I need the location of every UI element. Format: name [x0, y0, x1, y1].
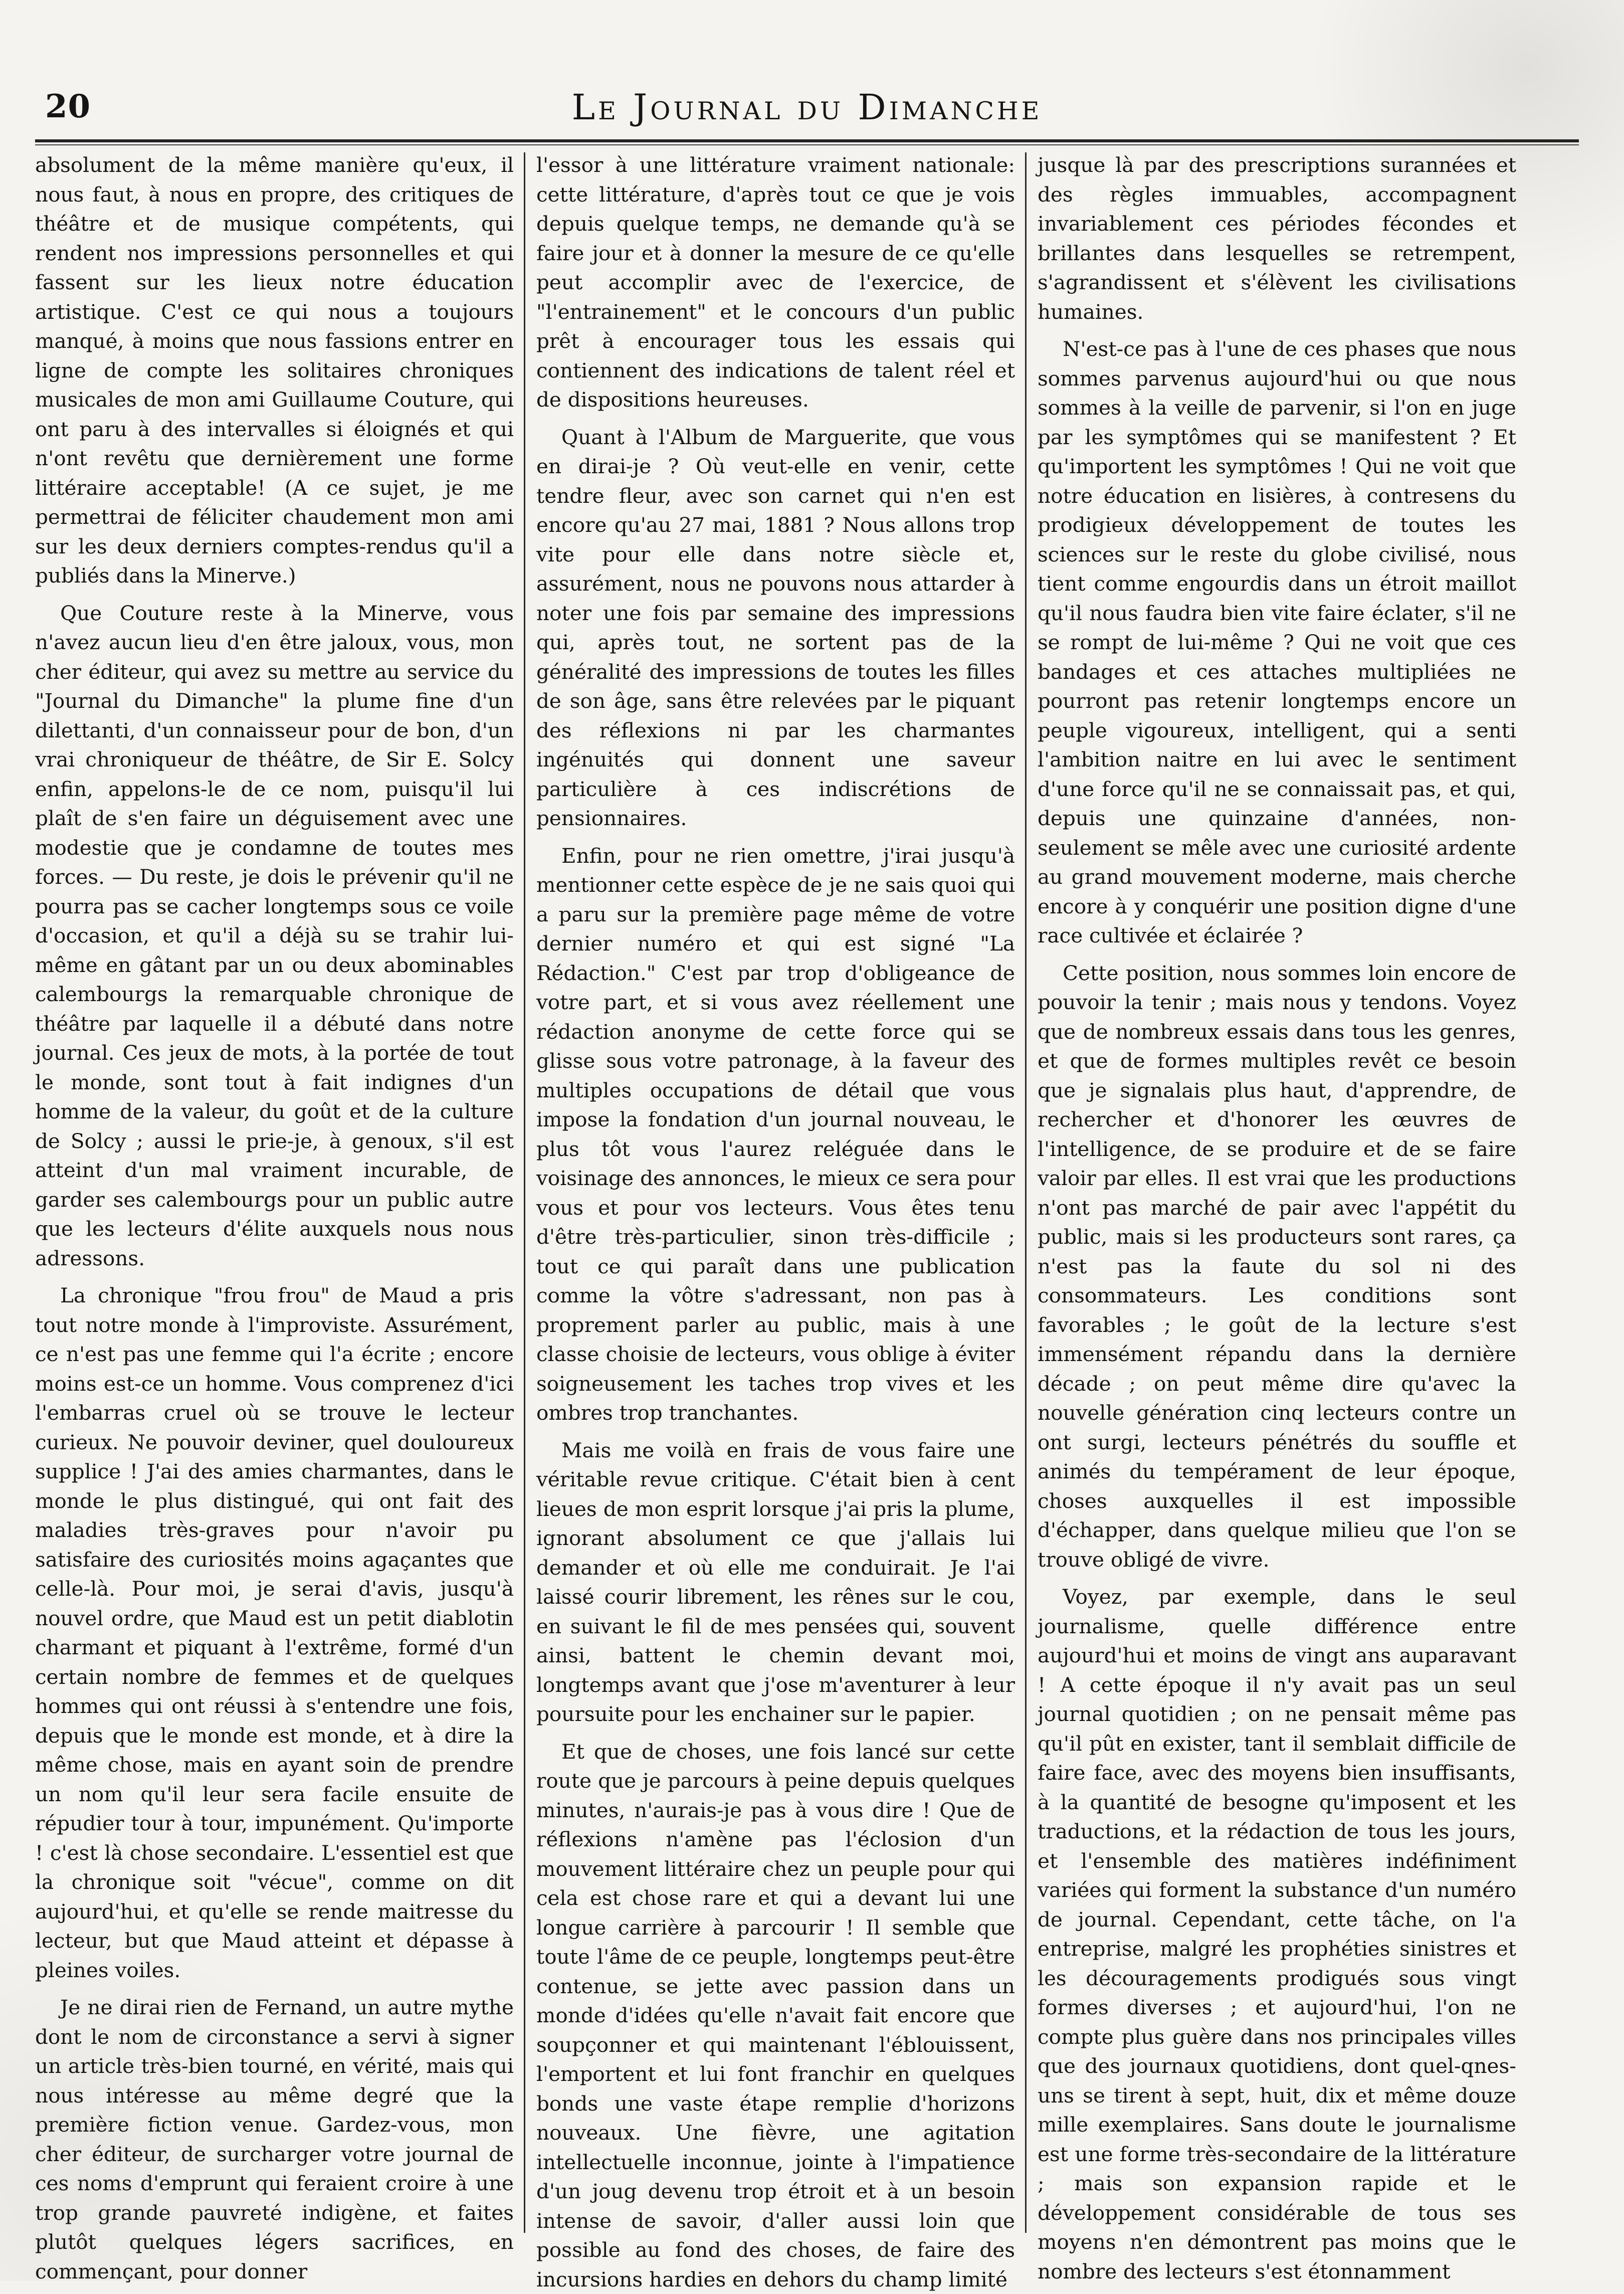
header-rule-thin [35, 144, 1579, 145]
journal-title: Le Journal du Dimanche [35, 87, 1579, 128]
page-number: 20 [45, 88, 91, 125]
paragraph: jusque là par des prescriptions surannées et des règles immuables, accompagnent invariablement ces périodes fécondes et brillantes dans lesquelles se retrempent, s'agrandissent et s'élèvent les civilisations humaines. [1038, 150, 1516, 326]
paragraph: Et que de choses, une fois lancé sur cette route que je parcours à peine depuis quelques minutes, n'aurais-je pas à vous dire ! Que de réflexions n'amène pas l'éclosion d'un mouvement littéraire chez un peuple pour qui cela est chose rare et qui a devant lui une longue carrière à parcourir ! Il semble que toute l'âme de ce peuple, longtemps peut-être contenue, se jette avec passion dans un monde d'idées qu'elle n'avait fait encore que soupçonner et qui maintenant l'éblouissent, l'emportent et lui font franchir en quelques bonds une vaste étape remplie d'horizons nouveaux. Une fièvre, une agitation intellectuelle inconnue, jointe à l'impatience d'un joug devenu trop étroit et à un besoin intense de savoir, d'aller aussi loin que possible au fond des choses, de faire des incursions hardies en dehors du champ limité [536, 1737, 1015, 2294]
paragraph: Cette position, nous sommes loin encore de pouvoir la tenir ; mais nous y tendons. Voyez que de nombreux essais dans tous les genres, et que de formes multiples revêt ce besoin que je signalais plus haut, d'apprendre, de rechercher et d'honorer les œuvres de l'intelligence, de se produire et de se faire valoir par elles. Il est vrai que les productions n'ont pas marché de pair avec l'appétit du public, mais si les producteurs sont rares, ça n'est pas la faute du sol ni des consommateurs. Les conditions sont favorables ; le goût de la lecture s'est immensément répandu dans la dernière décade ; on peut même dire qu'avec la nouvelle génération cinq lecteurs contre un ont surgi, lecteurs pénétrés du souffle et animés du tempérament de leur époque, choses auxquelles il est impossible d'échapper, dans quelque milieu que l'on se trouve obligé de vivre. [1038, 959, 1516, 1575]
paragraph: Voyez, par exemple, dans le seul journalisme, quelle différence entre aujourd'hui et moins de vingt ans auparavant ! A cette époque il n'y avait pas un seul journal quotidien ; on ne pensait même pas qu'il pût en exister, tant il semblait difficile de faire face, avec des moyens bien insuffisants, à la quantité de besogne qu'imposent et les traductions, et la rédaction de tous les jours, et l'ensemble des matières indéfiniment variées qui forment la substance d'un numéro de journal. Cependant, cette tâche, on l'a entreprise, malgré les prophéties sinistres et les découragements prodigués sous vingt formes diverses ; et aujourd'hui, l'on ne compte plus guère dans nos principales villes que des journaux quotidiens, dont quel-qnes-uns se tirent à sept, huit, dix et même douze mille exemplaires. Sans doute le journalisme est une forme très-secondaire de la littérature ; mais son expansion rapide et le développement considérable de tous ses moyens n'en démontrent pas moins que le nombre des lecteurs s'est étonnamment [1038, 1582, 1516, 2286]
paragraph: absolument de la même manière qu'eux, il nous faut, à nous en propre, des critiques de théâtre et de musique compétents, qui rendent nos impressions personnelles et qui fassent sur les lieux notre éducation artistique. C'est ce qui nous a toujours manqué, à moins que nous fassions entrer en ligne de compte les solitaires chroniques musicales de mon ami Guillaume Couture, qui ont paru à des intervalles si éloignés et qui n'ont revêtu que dernièrement une forme littéraire acceptable! (A ce sujet, je me permettrai de féliciter chaudement mon ami sur les deux derniers comptes-rendus qu'il a publiés dans la Minerve.) [35, 150, 514, 591]
paragraph: Mais me voilà en frais de vous faire une véritable revue critique. C'était bien à cent lieues de mon esprit lorsque j'ai pris la plume, ignorant absolument ce que j'allais lui demander et où elle me conduirait. Je l'ai laissé courir librement, les rênes sur le cou, en suivant le fil de mes pensées qui, souvent ainsi, battent le chemin devant moi, longtemps avant que j'ose m'aventurer à leur poursuite pour les enchainer sur le papier. [536, 1436, 1015, 1729]
column-divider [524, 152, 525, 2233]
paragraph: Enfin, pour ne rien omettre, j'irai jusqu'à mentionner cette espèce de je ne sais quoi qui a paru sur la première page même de votre dernier numéro et qui est signé "La Rédaction." C'est par trop d'obligeance de votre part, et si vous avez réellement une rédaction anonyme de cette force qui se glisse sous votre patronage, à la faveur des multiples occupations de détail que vous impose la fondation d'un journal nouveau, le plus tôt vous l'aurez reléguée dans le voisinage des annonces, le mieux ce sera pour vous et pour vos lecteurs. Vous êtes tenu d'être très-particulier, sinon très-difficile ; tout ce qui paraît dans une publication comme la vôtre s'adressant, non pas à proprement parler au public, mais à une classe choisie de lecteurs, vous oblige à éviter soigneusement les taches trop vives et les ombres trop tranchantes. [536, 841, 1015, 1428]
column-divider [1025, 152, 1027, 2233]
column-2 [536, 150, 1015, 2246]
column-1 [35, 150, 514, 2246]
page-header [35, 88, 1579, 133]
paragraph: l'essor à une littérature vraiment nationale: cette littérature, d'après tout ce que je vois depuis quelque temps, ne demande qu'à se faire jour et à donner la mesure de ce qu'elle peut accomplir avec de l'exercice, de "l'entrainement" et le concours d'un public prêt à encourager tous les essais qui contiennent des indications de talent réel et de dispositions heureuses. [536, 150, 1015, 415]
paragraph: La chronique "frou frou" de Maud a pris tout notre monde à l'improviste. Assurément, ce n'est pas une femme qui l'a écrite ; encore moins est-ce un homme. Vous comprenez d'ici l'embarras cruel où se trouve le lecteur curieux. Ne pouvoir deviner, quel douloureux supplice ! J'ai des amies charmantes, dans le monde le plus distingué, qui ont fait des maladies très-graves pour n'avoir pu satisfaire des curiosités moins agaçantes que celle-là. Pour moi, je serai d'avis, jusqu'à nouvel ordre, que Maud est un petit diablotin charmant et piquant à l'extrême, formé d'un certain nombre de femmes et de quelques hommes qui ont réussi à s'entendre une fois, depuis que le monde est monde, et à dire la même chose, mais en ayant soin de prendre un nom qu'il leur sera facile ensuite de répudier tour à tour, impunément. Qu'importe ! c'est là chose secondaire. L'essentiel est que la chronique soit "vécue", comme on dit aujourd'hui, et qu'elle se rende maitresse du lecteur, but que Maud atteint et dépasse à pleines voiles. [35, 1281, 514, 1985]
paragraph: N'est-ce pas à l'une de ces phases que nous sommes parvenus aujourd'hui ou que nous sommes à la veille de parvenir, si l'on en juge par les symptômes qui se manifestent ? Et qu'importent les symptômes ! Qui ne voit que notre éducation en lisières, à contresens du prodigieux développement de toutes les sciences sur le reste du globe civilisé, nous tient comme engourdis dans un étroit maillot qu'il nous faudra bien vite faire éclater, s'il ne se rompt de lui-même ? Qui ne voit que ces bandages et ces attaches multipliées ne pourront pas retenir longtemps encore un peuple vigoureux, intelligent, qui a senti l'ambition naitre en lui avec le sentiment d'une force qu'il ne se connaissait pas, et qui, depuis une quinzaine d'années, non-seulement se mêle avec une curiosité ardente au grand mouvement moderne, mais cherche encore à y conquérir une position digne d'une race cultivée et éclairée ? [1038, 334, 1516, 950]
paragraph: Que Couture reste à la Minerve, vous n'avez aucun lieu d'en être jaloux, vous, mon cher éditeur, qui avez su mettre au service du "Journal du Dimanche" la plume fine d'un dilettanti, d'un connaisseur pour de bon, d'un vrai chroniqueur de théâtre, de Sir E. Solcy enfin, appelons-le de ce nom, puisqu'il lui plaît de s'en faire un déguisement avec une modestie que je condamne de toutes mes forces. — Du reste, je dois le prévenir qu'il ne pourra pas se cacher longtemps sous ce voile d'occasion, et qu'il a déjà su se trahir lui-même en gâtant par un ou deux abominables calembourgs la remarquable chronique de théâtre par laquelle il a débuté dans notre journal. Ces jeux de mots, à la portée de tout le monde, sont tout à fait indignes d'un homme de la valeur, du goût et de la culture de Solcy ; aussi le prie-je, à genoux, s'il est atteint d'un mal vraiment incurable, de garder ses calembourgs pour un public autre que les lecteurs d'élite auxquels nous nous adressons. [35, 599, 514, 1273]
column-3 [1038, 150, 1516, 2246]
paragraph: Quant à l'Album de Marguerite, que vous en dirai-je ? Où veut-elle en venir, cette tendre fleur, avec son carnet qui n'en est encore qu'au 27 mai, 1881 ? Nous allons trop vite pour elle dans notre siècle et, assurément, nous ne pouvons nous attarder à noter une fois par semaine des impressions qui, après tout, ne sortent pas de la généralité des impressions de toutes les filles de son âge, sans être relevées par le piquant des réflexions ni par les charmantes ingénuités qui donnent une saveur particulière à ces indiscrétions de pensionnaires. [536, 423, 1015, 833]
paragraph: Je ne dirai rien de Fernand, un autre mythe dont le nom de circonstance a servi à signer un article très-bien tourné, en vérité, mais qui nous intéresse au même degré que la première fiction venue. Gardez-vous, mon cher éditeur, de surcharger votre journal de ces noms d'emprunt qui feraient croire à une trop grande pauvreté indigène, et faites plutôt quelques légers sacrifices, en commençant, pour donner [35, 1993, 514, 2286]
article-columns [35, 150, 1579, 2246]
header-rule [35, 139, 1579, 142]
